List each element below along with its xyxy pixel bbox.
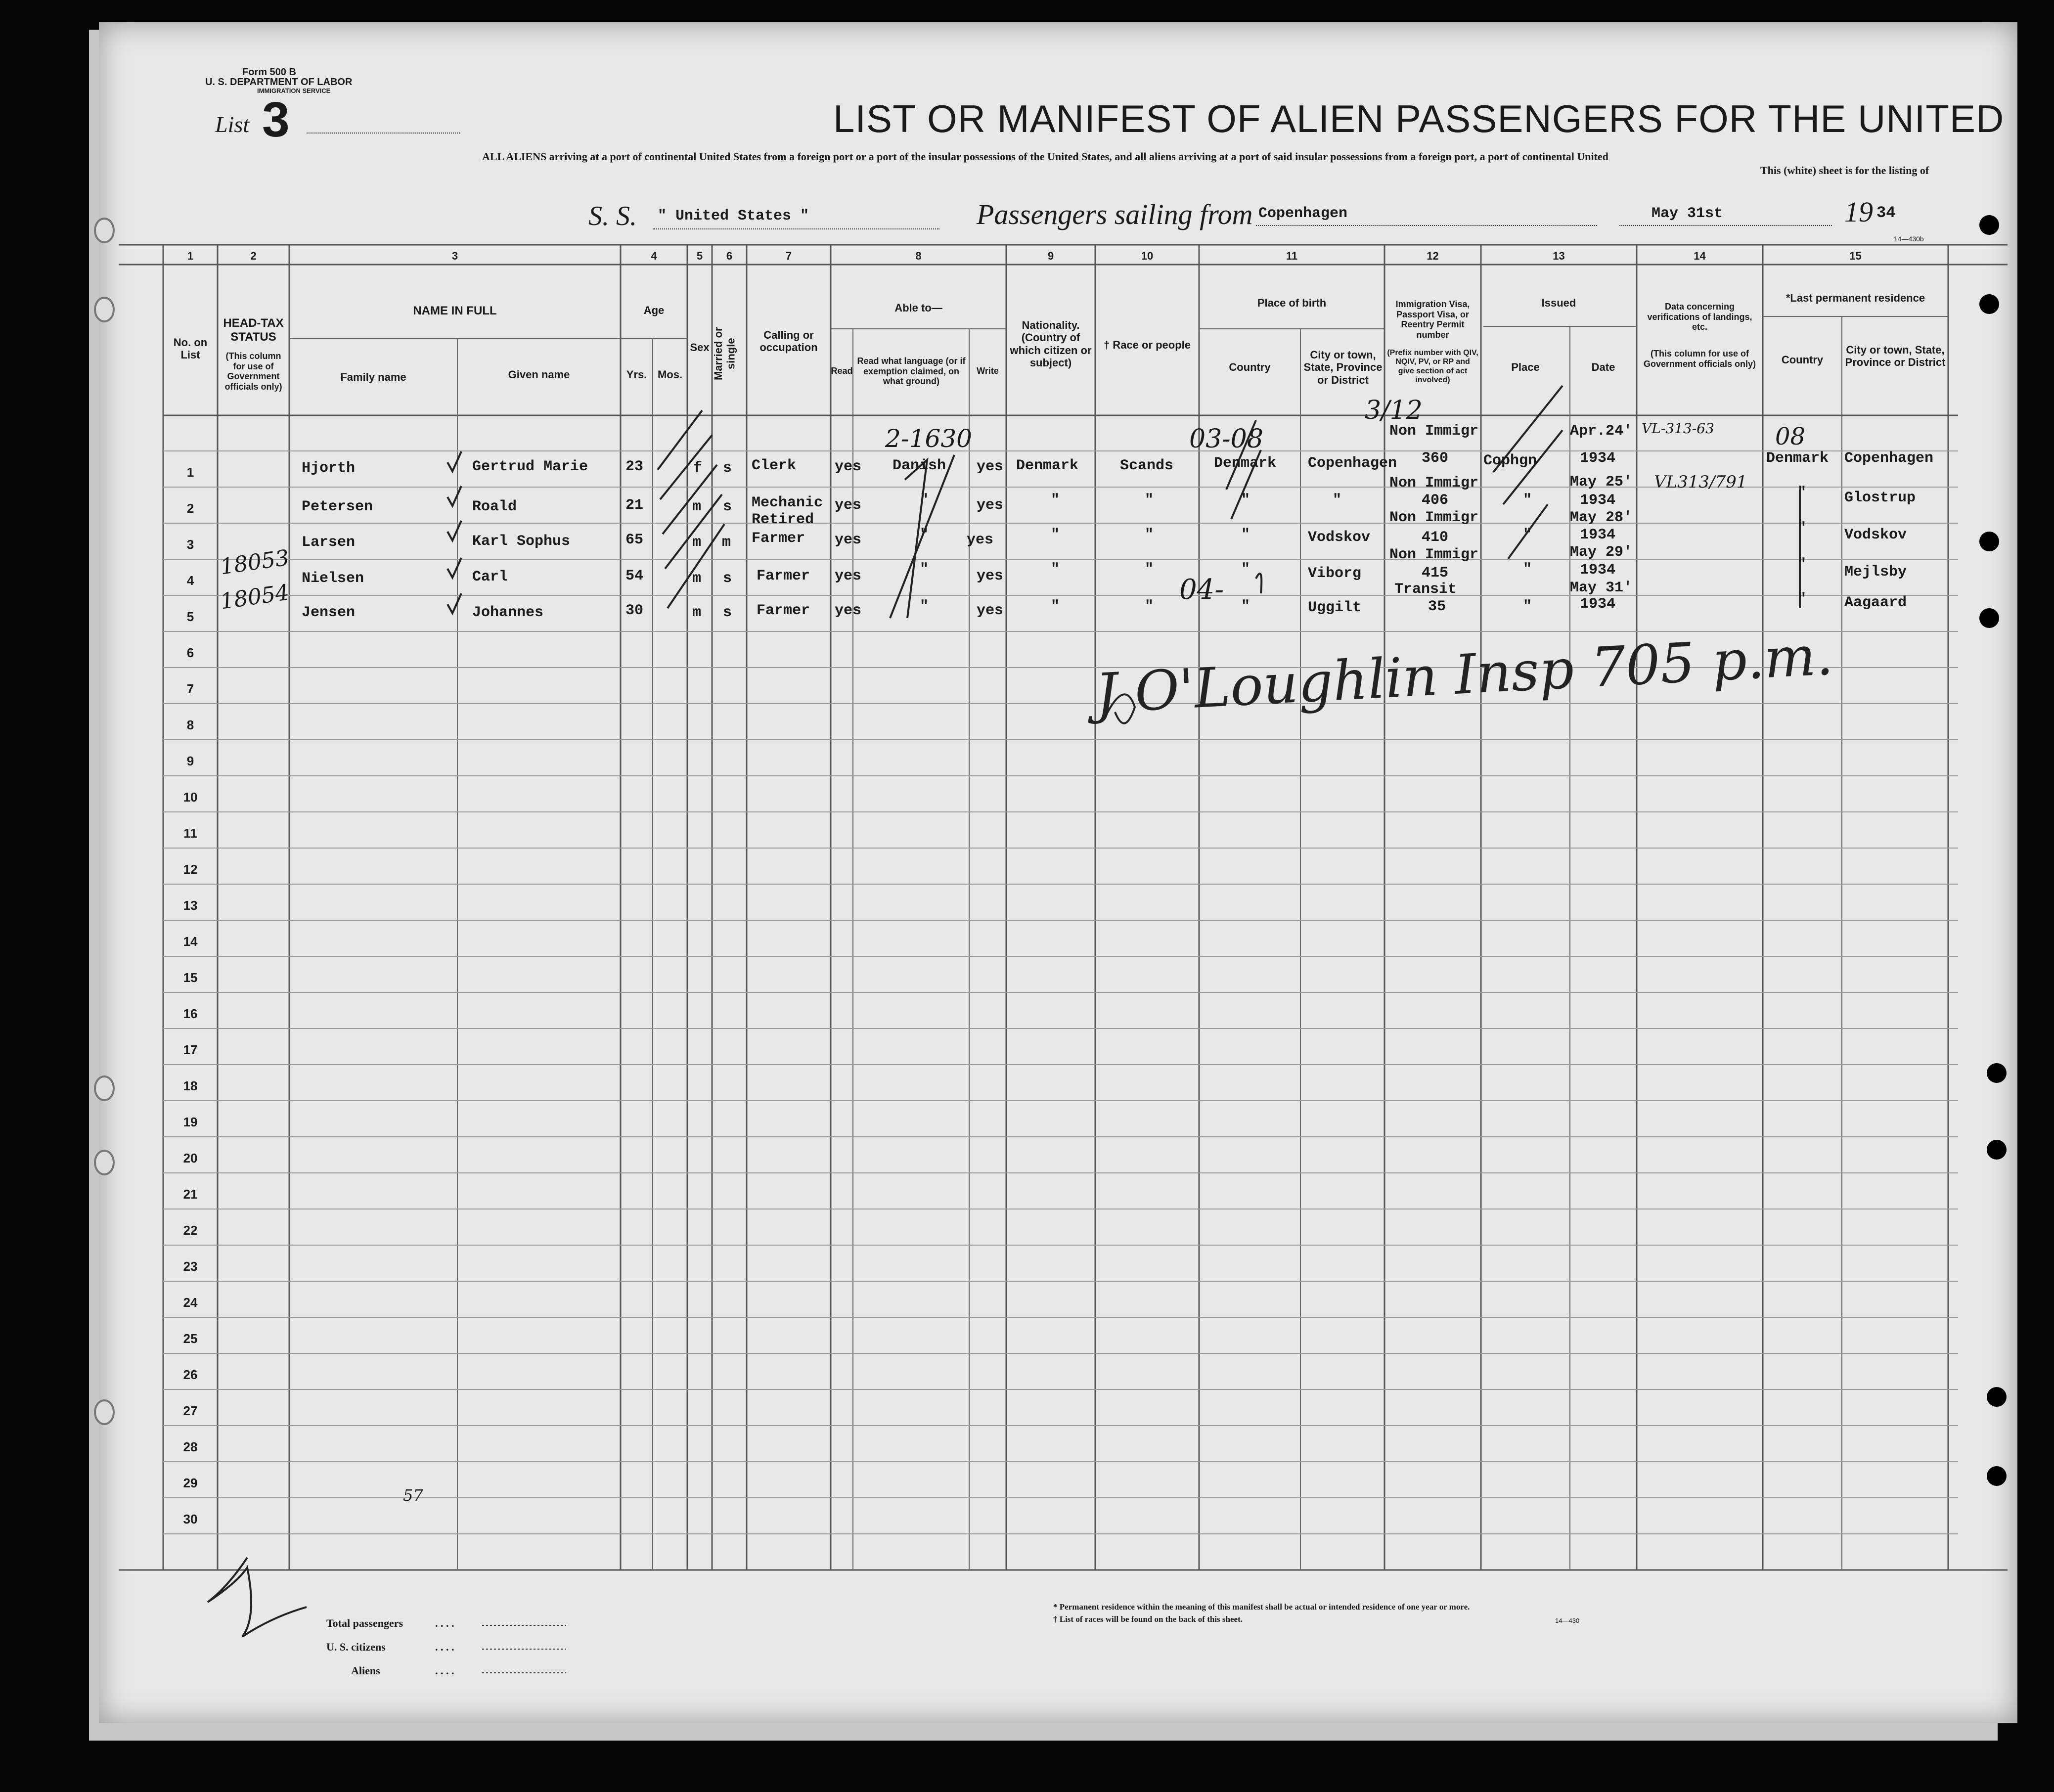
age-years: 65 [625,532,644,548]
row-number: 28 [183,1439,198,1454]
header-issued-date: Date [1591,361,1615,373]
visa-type: Non Immigr [1389,423,1479,440]
header-issued-place: Place [1511,361,1540,373]
occupation: Mechanic [752,494,823,511]
row-number: 10 [183,790,198,805]
family-name: Nielsen [302,570,364,587]
residence-city: Copenhagen [1844,450,1934,467]
can-read: yes [835,602,862,619]
issued-date: Apr.24' [1570,423,1633,440]
leader-dots: . . . . [435,1664,454,1677]
col-number: 7 [785,250,792,262]
can-read: yes [835,458,862,475]
issued-place: " [1523,561,1532,578]
issued-date: May 29' [1570,544,1633,561]
issued-place: " [1523,527,1532,543]
marital-status: s [723,604,732,621]
row-number: 26 [183,1367,198,1382]
issued-year: 1934 [1580,527,1616,543]
marital-status: m [722,534,731,551]
year-prefix: 19 [1844,196,1873,228]
given-name: Carl [472,569,508,585]
header-write: Write [977,366,999,376]
language: " [920,492,929,509]
can-write: yes [967,532,994,548]
nationality: Denmark [1016,457,1079,474]
col-number: 6 [726,250,733,262]
can-read: yes [835,497,862,514]
manifest-title: LIST OR MANIFEST OF ALIEN PASSENGERS FOR THE UNITED [833,97,2005,140]
row-number: 3 [186,537,194,552]
race: " [1145,561,1154,578]
list-label: List [215,112,250,137]
col-number: 3 [451,250,458,262]
sailing-date: May 31st [1652,205,1723,222]
residence-city: Mejlsby [1844,564,1907,581]
inspector-signature: J O'Loughlin Insp 705 p.m. [1094,624,1835,725]
visa-type: Non Immigr [1389,546,1479,563]
sex: f [693,460,703,477]
col-number: 11 [1286,250,1298,262]
us-citizens-label: U. S. citizens [326,1641,386,1653]
birth-annotation: 03-08 [1189,424,1263,454]
sex: m [692,498,702,515]
can-write: yes [977,458,1004,475]
marital-status: s [723,460,732,477]
header-read: Read [831,366,853,376]
row-number: 7 [186,681,194,696]
instruction-line-1: ALL ALIENS arriving at a port of continental United States from a foreign port or a port of the insular possessions of the United States, and all aliens arriving at a port of said insular possessions from a foreign port, a port of continental United [482,150,1608,163]
header-married: Married or single [712,327,737,380]
issued-place: " [1523,598,1532,615]
margin-number: 57 [403,1486,423,1505]
nationality: " [1051,598,1060,615]
sex: m [692,604,702,621]
total-passengers-label: Total passengers [326,1617,403,1629]
given-name: Karl Sophus [472,533,571,550]
row-number: 8 [186,717,194,732]
residence-country: " [1797,556,1807,573]
residence-country: Denmark [1766,450,1829,467]
footnote-residence: * Permanent residence within the meaning of this manifest shall be actual or intended residence of one year or more. [1053,1602,1470,1612]
birth-annotation-2: 04- [1179,574,1224,606]
header-verifications: Data concerning verifications of landings, etc. [1647,302,1752,332]
row-number: 2 [186,501,194,516]
col-number: 2 [250,250,257,262]
header-res-city: City or town, State, Province or District [1845,344,1946,369]
header-head-tax: HEAD-TAX STATUS [223,316,284,344]
nationality: " [1051,561,1060,578]
occupation: Retired Farmer [752,511,814,547]
header-birth-country: Country [1229,361,1271,373]
corner-code: 14—430b [1894,235,1924,243]
instruction-line-2: This (white) sheet is for the listing of [1760,164,1929,177]
birth-country: " [1241,492,1250,509]
leader-dots: . . . . [435,1641,454,1653]
birth-city: Uggilt [1308,599,1362,616]
row-number: 25 [183,1331,198,1346]
row-number: 24 [183,1295,198,1310]
visa-number: 415 [1422,565,1449,582]
marital-status: s [723,570,732,587]
ship-name: " United States " [658,208,809,224]
nationality: " [1051,492,1060,509]
birth-city: Viborg [1308,565,1362,582]
family-name: Hjorth [302,460,356,477]
birth-country: " [1241,598,1250,615]
row-number: 30 [183,1512,198,1526]
birth-city: Copenhagen [1308,455,1397,472]
header-no-on-list: No. on List [173,336,208,361]
race: " [1145,598,1154,615]
col-number: 15 [1849,250,1862,262]
leader-dots: . . . . [435,1617,454,1629]
language: " [920,527,929,543]
head-tax-number: 18054 [219,580,291,615]
row-number: 16 [183,1006,198,1021]
header-place-of-birth: Place of birth [1257,297,1327,309]
verification-note: VL313/791 [1654,472,1747,492]
residence-country: " [1797,520,1807,537]
visa-number: 410 [1422,529,1449,546]
header-visa-note: (Prefix number with QIV, NQIV, PV, or RP and give section of act involved) [1387,349,1478,385]
visa-number: 360 [1422,450,1449,467]
family-name: Petersen [302,498,373,515]
issued-date: May 25' [1570,474,1633,491]
visa-number: 406 [1422,492,1449,509]
issued-year: 1934 [1580,596,1616,613]
row-number: 12 [183,862,198,877]
can-read: yes [835,532,862,548]
given-name: Gertrud Marie [472,458,588,475]
nationality: " [1051,527,1060,543]
given-name: Johannes [472,604,544,621]
col-number: 4 [651,250,657,262]
row-number: 5 [186,609,194,624]
residence-country: " [1797,591,1807,608]
age-years: 54 [625,568,644,584]
row-number: 11 [183,826,197,841]
row-number: 14 [183,934,198,949]
race: " [1145,527,1154,543]
header-able-to: Able to— [894,302,942,314]
header-visa: Immigration Visa, Passport Visa, or Reentry Permit number [1395,299,1470,340]
residence-city: Aagaard [1844,594,1907,611]
departure-port: Copenhagen [1258,205,1348,222]
row-number: 29 [183,1476,198,1490]
col-number: 1 [187,250,194,262]
header-race: † Race or people [1103,339,1191,351]
row-number: 9 [186,754,194,768]
header-birth-city: City or town, State, Province or District [1303,349,1383,386]
header-calling: Calling or occupation [759,329,818,354]
header-age: Age [643,304,665,316]
list-number: 3 [262,92,290,147]
issued-place: " [1523,492,1532,509]
family-name: Larsen [302,534,356,551]
can-read: yes [835,568,862,584]
header-yrs: Yrs. [626,368,647,381]
row-number: 4 [186,573,194,588]
issued-date: May 28' [1570,509,1633,526]
age-years: 21 [625,497,644,514]
row-number: 15 [183,970,198,985]
year-suffix: 34 [1876,204,1896,222]
header-sex: Sex [690,341,710,354]
visa-type: Non Immigr [1389,475,1479,492]
row-number: 19 [183,1115,198,1129]
issued-year: 1934 [1580,450,1616,467]
issued-place: Cophgn [1483,452,1537,469]
visa-type: Transit [1394,581,1457,598]
given-name: Roald [472,498,517,515]
residence-country: " [1797,485,1807,501]
can-write: yes [977,602,1004,619]
col-number: 13 [1553,250,1565,262]
header-name-in-full: NAME IN FULL [413,304,497,317]
row-number: 6 [186,645,194,660]
header-issued: Issued [1541,297,1576,309]
col-number: 9 [1047,250,1054,262]
age-years: 30 [625,602,644,619]
form-number: Form 500 B [242,67,296,78]
occupation: Clerk [752,457,797,474]
language: " [920,561,929,578]
birth-country: " [1241,527,1250,543]
birth-city: " [1333,492,1342,509]
row-number: 23 [183,1259,198,1274]
issued-date: May 31' [1570,580,1633,596]
aliens-label: Aliens [351,1664,380,1677]
sex: m [692,534,702,551]
header-family-name: Family name [340,371,406,383]
footnote-races: † List of races will be found on the back of this sheet. [1053,1614,1243,1624]
issued-year: 1934 [1580,562,1616,579]
sailing-label: Passengers sailing from [977,198,1253,230]
residence-city: Glostrup [1844,490,1916,506]
col-number: 14 [1694,250,1706,262]
col-number: 12 [1427,250,1439,262]
header-given-name: Given name [508,368,570,381]
head-tax-number: 18053 [219,545,291,580]
header-nationality: Nationality. (Country of which citizen or subject) [1010,319,1092,369]
sex: m [692,570,702,587]
family-name: Jensen [302,604,356,621]
ss-label: S. S. [588,201,637,231]
service-name: IMMIGRATION SERVICE [257,87,331,94]
header-read-language: Read what language (or if exemption claimed, on what ground) [857,356,966,387]
can-write: yes [977,497,1004,514]
birth-city: Vodskov [1308,529,1371,546]
header-verifications-note: (This column for use of Government officials only) [1643,349,1756,369]
marital-status: s [723,498,732,515]
race: " [1145,492,1154,509]
header-last-residence: *Last permanent residence [1786,292,1925,304]
visa-type: Non Immigr [1389,509,1479,526]
birth-country: Denmark [1214,455,1277,472]
department-name: U. S. DEPARTMENT OF LABOR [205,77,353,88]
occupation: Farmer [757,568,810,584]
birth-country: " [1241,561,1250,578]
row-number: 1 [186,465,194,480]
footer-code: 14—430 [1555,1617,1580,1624]
issued-year: 1934 [1580,492,1616,509]
row-number: 17 [183,1042,198,1057]
residence-city: Vodskov [1844,527,1907,543]
col-number: 8 [915,250,922,262]
visa-annotation: 3/12 [1365,396,1423,425]
header-mos: Mos. [657,368,683,381]
language: " [920,598,929,615]
row-number: 13 [183,898,198,913]
row-number: 27 [183,1403,198,1418]
verification-note: VL-313-63 [1642,420,1714,437]
row-number: 20 [183,1151,198,1165]
row-number: 18 [183,1078,198,1093]
header-head-tax-note: (This column for use of Government officials only) [224,351,282,392]
language-annotation: 2-1630 [885,424,972,453]
occupation: Farmer [757,602,810,619]
residence-annotation: 08 [1775,423,1806,450]
col-number: 5 [696,250,703,262]
race: Scands [1120,457,1174,474]
row-number: 21 [183,1187,198,1202]
header-res-country: Country [1781,354,1824,366]
language: Danish [893,457,946,474]
can-write: yes [977,568,1004,584]
visa-number: 35 [1428,598,1446,615]
row-number: 22 [183,1223,198,1238]
col-number: 10 [1141,250,1154,262]
age-years: 23 [625,458,644,475]
